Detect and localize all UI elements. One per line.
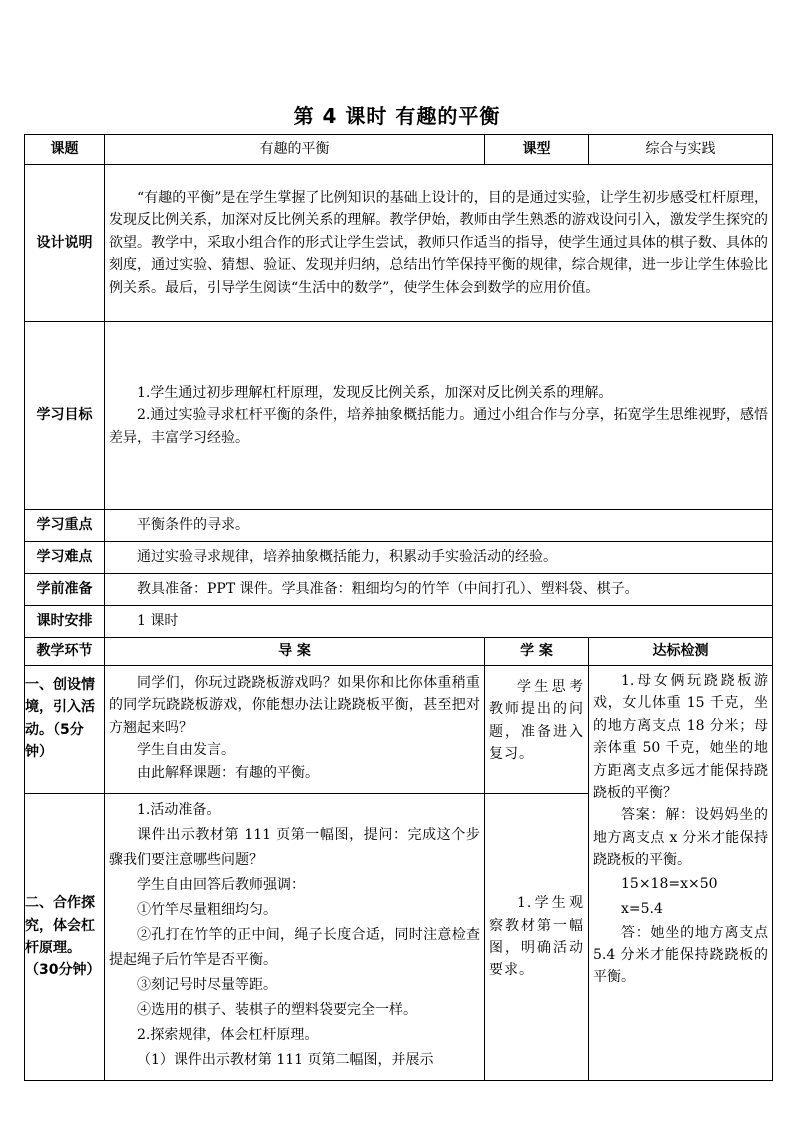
check-conclusion: 答：她坐的地方离支点 5.4 分米才能保持跷跷板的平衡。 <box>593 924 768 986</box>
stage2-guide-para: ②孔打在竹竿的正中间，绳子长度合适，同时注意检查提起绳子后竹竿是否平衡。 <box>109 927 480 968</box>
stage2-guide-para: 1.活动准备。 <box>137 802 221 818</box>
design-text: “有趣的平衡”是在学生掌握了比例知识的基础上设计的，目的是通过实验，让学生初步感受杠杆原理，发现反比例关系，加深对反比例关系的理解。教学伊始，教师由学生熟悉的游戏设问引入，激发学生探究的欲望。教学中，采取小组合作的形式让学生尝试，教师只作适当的指导，使学生通过具体的棋子数、具体的刻度，通过实验、猜想、验证、发现并归纳，总结出竹竿保持平衡的规律，综合规律，进一步让学生体验比例关系。最后，引导学生阅读“生活中的数学”，使学生体会到数学的应用价值。 <box>109 190 768 296</box>
stage1-row <box>25 666 773 794</box>
focus-row <box>25 510 773 542</box>
check-answer: 答案：解：设妈妈坐的地方离支点 x 分米才能保持跷跷板的平衡。 <box>593 807 768 869</box>
stage2-guide <box>105 794 485 1081</box>
lesson-plan-table <box>24 134 773 1081</box>
header-guide: 导 案 <box>105 638 485 666</box>
prep-label: 学前准备 <box>25 574 105 606</box>
page-title: 第 4 课时 有趣的平衡 <box>293 104 501 128</box>
schedule-label: 课时安排 <box>25 606 105 638</box>
difficulty-row <box>25 542 773 574</box>
stage1-guide-para: 学生自由发言。 <box>137 742 235 759</box>
course-type-value: 综合与实践 <box>589 135 773 165</box>
stage2-guide-para: 学生自由回答后教师强调： <box>137 877 305 893</box>
prep-row <box>25 574 773 606</box>
focus-label: 学习重点 <box>25 510 105 542</box>
stage2-label: 二、合作探究，体会杠杆原理。（30分钟） <box>25 794 105 1081</box>
stage2-guide-para: ③刻记号时尽量等距。 <box>137 977 277 993</box>
check-question: 1.母女俩玩跷跷板游戏，女儿体重 15 千克，坐的地方离支点 18 分米；母亲体重 50 千克，她坐的地方距离支点多远才能保持跷跷板的平衡？ <box>593 673 768 801</box>
goals-label: 学习目标 <box>25 322 105 510</box>
header-study: 学 案 <box>485 638 589 666</box>
course-value: 有趣的平衡 <box>105 135 485 165</box>
check-equation-2: x=5.4 <box>621 900 663 917</box>
schedule-row <box>25 606 773 638</box>
stage2-guide-para: （1）课件出示教材第 111 页第二幅图，并展示 <box>137 1052 434 1068</box>
course-type-label: 课型 <box>485 135 589 165</box>
stage2-guide-para: ④选用的棋子、装棋子的塑料袋要完全一样。 <box>137 1002 417 1018</box>
goal-item: 2.通过实验寻求杠杆平衡的条件，培养抽象概括能力。通过小组合作与分享，拓宽学生思维视野，感悟差异，丰富学习经验。 <box>109 407 768 446</box>
stage2-guide-para: ①竹竿尽量粗细均匀。 <box>137 902 277 918</box>
section-header-row <box>25 638 773 666</box>
course-label: 课题 <box>25 135 105 165</box>
stage2-guide-para: 课件出示教材第 111 页第一幅图，提问：完成这个步骤我们要注意哪些问题？ <box>109 827 480 868</box>
stage1-guide-para: 同学们，你玩过跷跷板游戏吗？如果你和比你体重稍重的同学玩跷跷板游戏，你能想办法让跷跷板平衡，甚至把对方翘起来吗？ <box>109 675 480 736</box>
stage2-study: 1.学生观察教材第一幅图，明确活动要求。 <box>489 895 584 979</box>
prep-text: 教具准备：PPT 课件。学具准备：粗细均匀的竹竿（中间打孔）、塑料袋、棋子。 <box>137 581 639 598</box>
focus-text: 平衡条件的寻求。 <box>137 517 249 534</box>
header-stage: 教学环节 <box>25 638 105 666</box>
header-check: 达标检测 <box>589 638 773 666</box>
goals-list <box>105 322 773 510</box>
stage2-guide-para: 2.探索规律，体会杠杆原理。 <box>137 1027 319 1043</box>
schedule-text: 1 课时 <box>137 613 179 630</box>
check-cell <box>589 666 773 1081</box>
design-row <box>25 165 773 322</box>
design-label: 设计说明 <box>25 165 105 322</box>
stage1-guide-para: 由此解释课题：有趣的平衡。 <box>137 764 319 781</box>
stage1-study: 学生思考教师提出的问题，准备进入复习。 <box>489 679 584 763</box>
course-row <box>25 135 773 165</box>
stage1-guide <box>105 666 485 794</box>
difficulty-text: 通过实验寻求规律，培养抽象概括能力，积累动手实验活动的经验。 <box>137 549 557 566</box>
difficulty-label: 学习难点 <box>25 542 105 574</box>
stage1-label: 一、创设情境，引入活动。（5分钟） <box>25 666 105 794</box>
goals-row <box>25 322 773 510</box>
goal-item: 1.学生通过初步理解杠杆原理，发现反比例关系，加深对反比例关系的理解。 <box>137 384 613 401</box>
check-equation-1: 15×18=x×50 <box>621 875 718 892</box>
